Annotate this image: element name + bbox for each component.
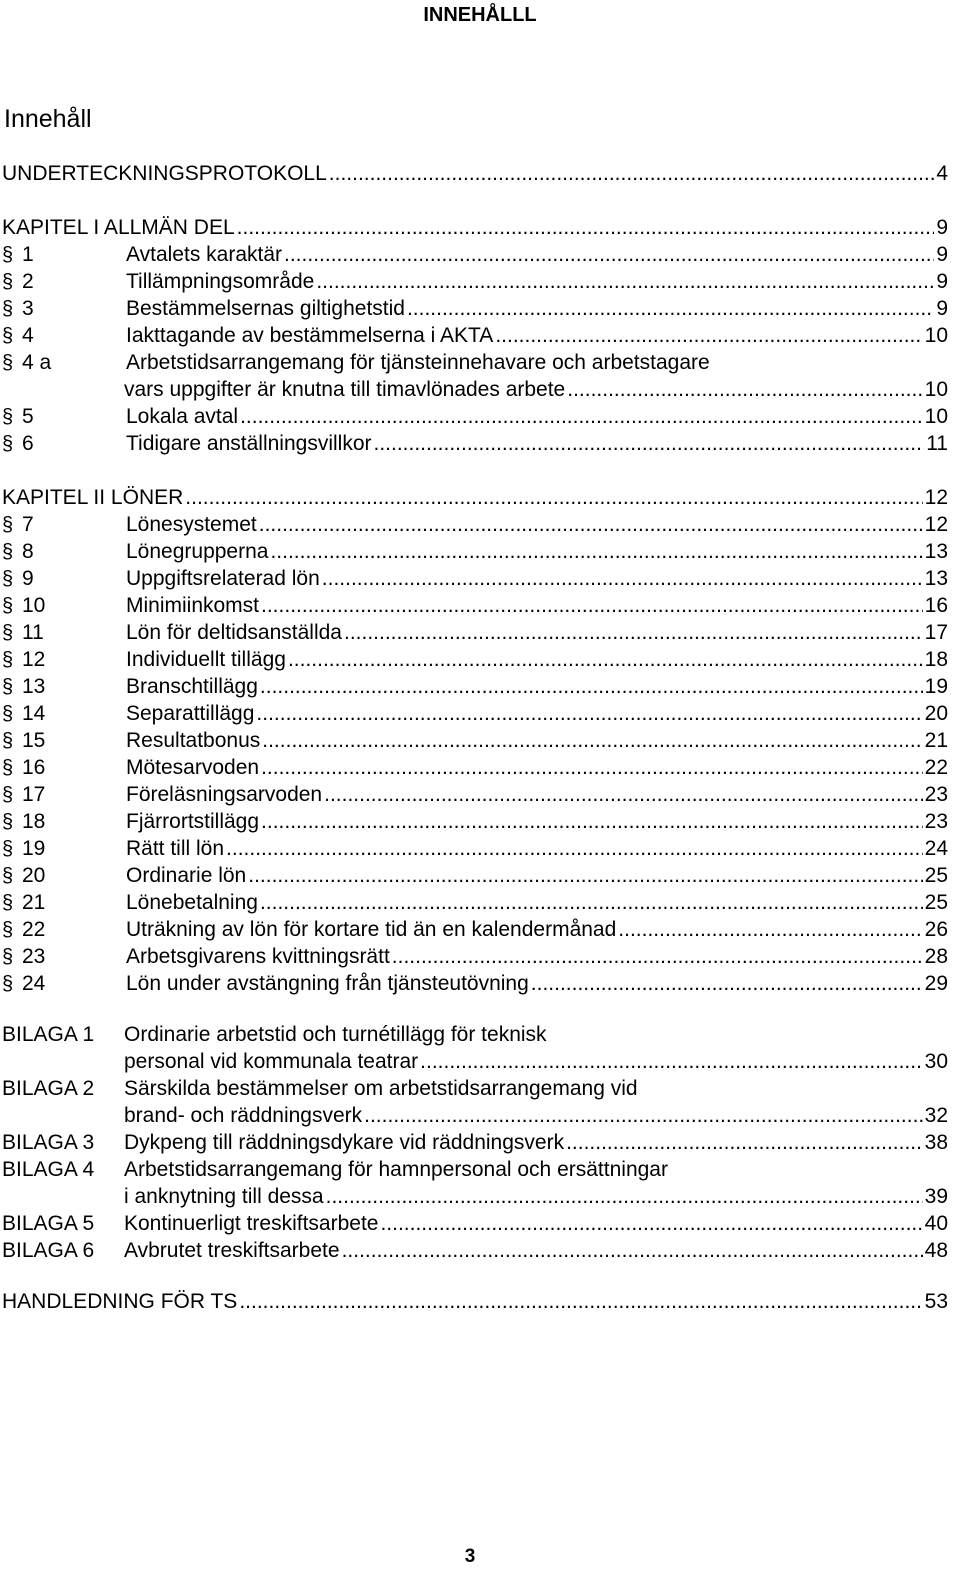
toc-entry-section-11[interactable]	[2, 619, 948, 646]
toc-entry-title: Arbetstidsarrangemang för tjänsteinnehavare och arbetstagare	[126, 351, 710, 374]
bilaga-label: BILAGA 1	[2, 1023, 95, 1046]
toc-entry-page: 11	[926, 432, 948, 455]
toc-entry-bilaga-5[interactable]	[2, 1210, 948, 1237]
toc-entry-page: 18	[924, 648, 948, 671]
toc-entry-page: 10	[924, 405, 948, 428]
toc-entry-section-24[interactable]	[2, 970, 948, 997]
toc-entry-title: Uppgiftsrelaterad lön	[126, 567, 320, 590]
toc-entry-kapitel-1[interactable]	[2, 214, 948, 241]
section-number: 24	[22, 972, 46, 995]
section-symbol: §	[2, 406, 14, 428]
toc-entry-page: 30	[924, 1050, 948, 1073]
dot-leader	[261, 754, 923, 781]
toc-entry-title-continued: brand- och räddningsverk	[124, 1104, 363, 1127]
toc-entry-title-continued: vars uppgifter är knutna till timavlönades arbete	[124, 378, 566, 401]
toc-entry-page: 9	[936, 297, 948, 320]
toc-entry-page: 39	[924, 1185, 948, 1208]
section-number: 3	[22, 297, 34, 320]
dot-leader	[260, 889, 923, 916]
section-number: 1	[22, 243, 34, 266]
toc-entry-bilaga-2[interactable]	[2, 1075, 948, 1102]
toc-entry-bilaga-1[interactable]	[2, 1021, 948, 1048]
section-symbol: §	[2, 298, 14, 320]
toc-entry-page: 16	[924, 594, 948, 617]
toc-entry-title: Ordinarie lön	[126, 864, 247, 887]
section-symbol: §	[2, 649, 14, 671]
toc-entry-title: Kontinuerligt treskiftsarbete	[124, 1212, 379, 1235]
toc-entry-kapitel-2[interactable]	[2, 484, 948, 511]
toc-entry-section-6[interactable]	[2, 430, 948, 457]
toc-entry-page: 24	[924, 837, 948, 860]
page-number: 3	[464, 1546, 476, 1567]
toc-entry-page: 12	[924, 486, 948, 509]
section-symbol: §	[2, 811, 14, 833]
table-of-contents	[2, 160, 948, 1315]
toc-entry-title: KAPITEL I ALLMÄN DEL	[2, 216, 235, 239]
section-symbol: §	[2, 919, 14, 941]
toc-entry-title: Lönesystemet	[126, 513, 257, 536]
toc-entry-page: 25	[924, 891, 948, 914]
section-number: 20	[22, 864, 46, 887]
bilaga-label: BILAGA 6	[2, 1239, 95, 1262]
toc-entry-page: 21	[924, 729, 948, 752]
section-symbol: §	[2, 784, 14, 806]
toc-entry-section-15[interactable]	[2, 727, 948, 754]
toc-entry-page: 4	[936, 162, 948, 185]
toc-entry-section-3[interactable]	[2, 295, 948, 322]
section-symbol: §	[2, 838, 14, 860]
dot-leader	[316, 268, 934, 295]
toc-entry-page: 12	[924, 513, 948, 536]
section-symbol: §	[2, 568, 14, 590]
section-number: 5	[22, 405, 34, 428]
toc-entry-title: Uträkning av lön för kortare tid än en kalendermånad	[126, 918, 617, 941]
dot-leader	[261, 808, 923, 835]
toc-entry-page: 26	[924, 918, 948, 941]
section-symbol: §	[2, 595, 14, 617]
toc-entry-title: KAPITEL II LÖNER	[2, 486, 184, 509]
toc-entry-title: Branschtillägg	[126, 675, 258, 698]
toc-entry-section-23[interactable]	[2, 943, 948, 970]
toc-entry-section-5[interactable]	[2, 403, 948, 430]
section-number: 13	[22, 675, 46, 698]
section-symbol: §	[2, 973, 14, 995]
toc-entry-page: 10	[924, 324, 948, 347]
dot-leader	[392, 943, 923, 970]
toc-entry-section-10[interactable]	[2, 592, 948, 619]
dot-leader	[248, 862, 922, 889]
dot-leader	[226, 835, 923, 862]
toc-entry-title: Bestämmelsernas giltighetstid	[126, 297, 405, 320]
dot-leader	[185, 484, 922, 511]
section-number: 9	[22, 567, 34, 590]
toc-entry-title: UNDERTECKNINGSPROTOKOLL	[2, 162, 327, 185]
section-number: 2	[22, 270, 34, 293]
toc-entry-bilaga-3[interactable]	[2, 1129, 948, 1156]
toc-entry-section-22[interactable]	[2, 916, 948, 943]
toc-entry-page: 19	[924, 675, 948, 698]
dot-leader	[262, 727, 922, 754]
toc-entry-section-1[interactable]	[2, 241, 948, 268]
toc-entry-page: 38	[924, 1131, 948, 1154]
toc-entry-page: 20	[924, 702, 948, 725]
section-symbol: §	[2, 325, 14, 347]
section-symbol: §	[2, 676, 14, 698]
section-symbol: §	[2, 703, 14, 725]
dot-leader	[259, 511, 923, 538]
toc-entry-title: Individuellt tillägg	[126, 648, 286, 671]
dot-leader	[260, 673, 923, 700]
toc-entry-section-8[interactable]	[2, 538, 948, 565]
section-number: 8	[22, 540, 34, 563]
toc-entry-section-19[interactable]	[2, 835, 948, 862]
kapitel-2-sections	[2, 511, 948, 997]
toc-entry-4a[interactable]	[2, 349, 948, 376]
toc-entry-page: 32	[924, 1104, 948, 1127]
toc-entry-title: Lön under avstängning från tjänsteutövning	[126, 972, 529, 995]
section-number: 11	[22, 621, 44, 644]
dot-leader	[495, 322, 922, 349]
toc-entry-title: Minimiinkomst	[126, 594, 260, 617]
bilaga-label: BILAGA 5	[2, 1212, 95, 1235]
dot-leader	[326, 1183, 923, 1210]
toc-entry-bilaga-6[interactable]	[2, 1237, 948, 1264]
toc-entry-title: Föreläsningsarvoden	[126, 783, 323, 806]
toc-entry-bilaga-4-continued[interactable]	[2, 1183, 948, 1210]
toc-entry-section-21[interactable]	[2, 889, 948, 916]
dot-leader	[270, 538, 922, 565]
dot-leader	[344, 619, 923, 646]
toc-entry-page: 23	[924, 810, 948, 833]
toc-entry-page: 40	[924, 1212, 948, 1235]
section-symbol: §	[2, 433, 14, 455]
section-number: 7	[22, 513, 34, 536]
toc-entry-page: 13	[924, 540, 948, 563]
dot-leader	[284, 241, 934, 268]
dot-leader	[567, 376, 922, 403]
toc-entry-title: Avbrutet treskiftsarbete	[124, 1239, 340, 1262]
toc-entry-section-16[interactable]	[2, 754, 948, 781]
toc-entry-title: Iakttagande av bestämmelserna i AKTA	[126, 324, 494, 347]
section-number: 22	[22, 918, 46, 941]
section-number: 21	[22, 891, 46, 914]
toc-entry-page: 22	[924, 756, 948, 779]
toc-entry-title: Särskilda bestämmelser om arbetstidsarrangemang vid	[124, 1077, 638, 1100]
toc-entry-title: Dykpeng till räddningsdykare vid räddningsverk	[124, 1131, 565, 1154]
toc-entry-title: Lönegrupperna	[126, 540, 269, 563]
dot-leader	[239, 1288, 922, 1315]
toc-entry-title: Tidigare anställningsvillkor	[126, 432, 372, 455]
section-number: 17	[22, 783, 46, 806]
toc-entry-title: Avtalets karaktär	[126, 243, 283, 266]
toc-entry-bilaga-2-continued[interactable]	[2, 1102, 948, 1129]
section-number: 18	[22, 810, 46, 833]
dot-leader	[240, 403, 923, 430]
section-number: 16	[22, 756, 46, 779]
toc-entry-title: HANDLEDNING FÖR TS	[2, 1290, 238, 1313]
dot-leader	[566, 1129, 923, 1156]
bilaga-label: BILAGA 4	[2, 1158, 95, 1181]
dot-leader	[364, 1102, 923, 1129]
dot-leader	[261, 592, 923, 619]
toc-entry-page: 48	[924, 1239, 948, 1262]
toc-entry-page: 25	[924, 864, 948, 887]
toc-entry-page: 29	[924, 972, 948, 995]
toc-entry-title: Lön för deltidsanställda	[126, 621, 342, 644]
section-symbol: §	[2, 352, 14, 374]
section-number: 4	[22, 324, 34, 347]
section-number: 10	[22, 594, 46, 617]
dot-leader	[237, 214, 935, 241]
toc-entry-bilaga-1-continued[interactable]	[2, 1048, 948, 1075]
toc-entry-title-continued: personal vid kommunala teatrar	[124, 1050, 419, 1073]
toc-entry-page: 9	[936, 216, 948, 239]
toc-entry-page: 28	[924, 945, 948, 968]
toc-entry-title-continued: i anknytning till dessa	[124, 1185, 324, 1208]
dot-leader	[329, 160, 935, 187]
toc-entry-title: Resultatbonus	[126, 729, 261, 752]
section-symbol: §	[2, 892, 14, 914]
kapitel-1-sections	[2, 241, 948, 349]
toc-entry-title: Rätt till lön	[126, 837, 225, 860]
toc-entry-section-14[interactable]	[2, 700, 948, 727]
toc-entry-section-17[interactable]	[2, 781, 948, 808]
toc-entry-page: 10	[924, 378, 948, 401]
toc-entry-page: 13	[924, 567, 948, 590]
toc-entry-title: Separattillägg	[126, 702, 255, 725]
dot-leader	[374, 430, 925, 457]
section-symbol: §	[2, 946, 14, 968]
dot-leader	[380, 1210, 922, 1237]
section-number: 4 a	[22, 351, 52, 374]
section-number: 12	[22, 648, 46, 671]
section-number: 23	[22, 945, 46, 968]
dot-leader	[531, 970, 923, 997]
toc-entry-title: Lokala avtal	[126, 405, 239, 428]
section-symbol: §	[2, 730, 14, 752]
section-number: 14	[22, 702, 46, 725]
section-number: 19	[22, 837, 46, 860]
section-number: 6	[22, 432, 34, 455]
toc-entry-page: 53	[924, 1290, 948, 1313]
bilaga-label: BILAGA 3	[2, 1131, 95, 1154]
toc-entry-bilaga-4[interactable]	[2, 1156, 948, 1183]
toc-title: Innehåll	[4, 105, 92, 133]
dot-leader	[288, 646, 923, 673]
toc-entry-section-13[interactable]	[2, 673, 948, 700]
kapitel-1-sections-b	[2, 403, 948, 457]
bilaga-label: BILAGA 2	[2, 1077, 95, 1100]
section-symbol: §	[2, 271, 14, 293]
dot-leader	[324, 781, 923, 808]
toc-entry-title: Arbetstidsarrangemang för hamnpersonal och ersättningar	[124, 1158, 668, 1181]
toc-entry-title: Tillämpningsområde	[126, 270, 315, 293]
dot-leader	[322, 565, 923, 592]
toc-entry-section-20[interactable]	[2, 862, 948, 889]
toc-entry-handledning[interactable]	[2, 1288, 948, 1315]
toc-entry-title: Fjärrortstillägg	[126, 810, 260, 833]
section-symbol: §	[2, 622, 14, 644]
toc-entry-section-18[interactable]	[2, 808, 948, 835]
section-symbol: §	[2, 865, 14, 887]
toc-entry-page: 17	[924, 621, 948, 644]
toc-entry-4a-continued[interactable]	[2, 376, 948, 403]
section-symbol: §	[2, 244, 14, 266]
toc-entry-underteckning[interactable]	[2, 160, 948, 187]
section-symbol: §	[2, 541, 14, 563]
section-symbol: §	[2, 757, 14, 779]
toc-entry-page: 9	[936, 270, 948, 293]
toc-entry-section-12[interactable]	[2, 646, 948, 673]
section-number: 15	[22, 729, 46, 752]
dot-leader	[256, 700, 922, 727]
toc-entry-page: 9	[936, 243, 948, 266]
toc-entry-section-4[interactable]	[2, 322, 948, 349]
bilagor-list	[2, 1021, 948, 1264]
dot-leader	[342, 1237, 923, 1264]
toc-entry-section-7[interactable]	[2, 511, 948, 538]
toc-entry-title: Lönebetalning	[126, 891, 258, 914]
toc-entry-title: Arbetsgivarens kvittningsrätt	[126, 945, 390, 968]
dot-leader	[420, 1048, 922, 1075]
toc-entry-page: 23	[924, 783, 948, 806]
section-symbol: §	[2, 514, 14, 536]
toc-entry-section-2[interactable]	[2, 268, 948, 295]
dot-leader	[407, 295, 934, 322]
dot-leader	[618, 916, 922, 943]
toc-entry-title: Mötesarvoden	[126, 756, 260, 779]
toc-entry-section-9[interactable]	[2, 565, 948, 592]
page-header: INNEHÅLLL	[423, 4, 537, 26]
toc-entry-title: Ordinarie arbetstid och turnétillägg för teknisk	[124, 1023, 547, 1046]
